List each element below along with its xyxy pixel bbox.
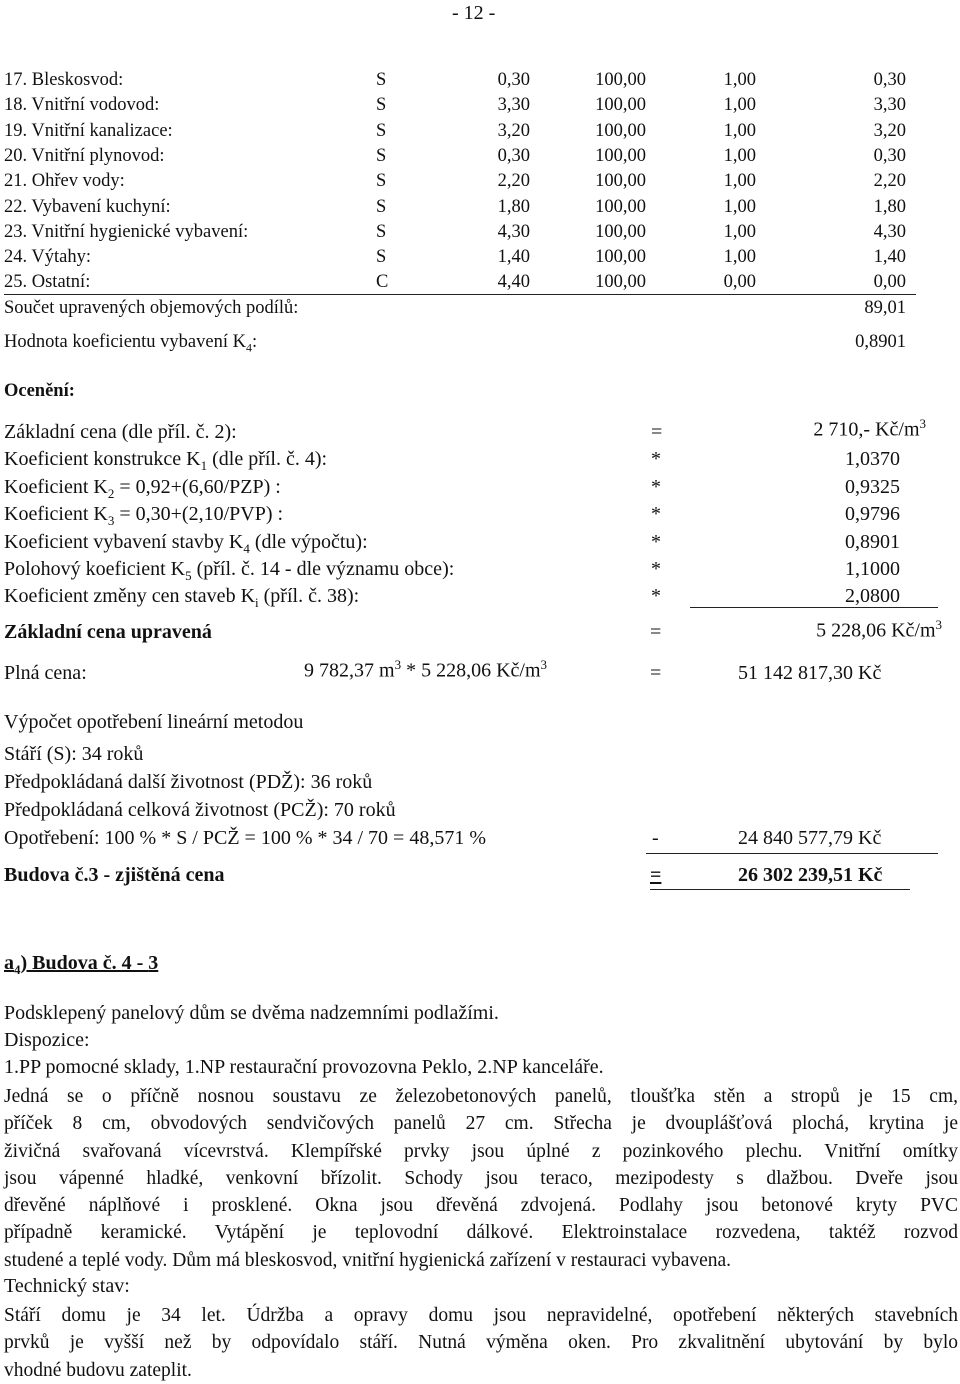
equipment-percent: 100,00 bbox=[595, 196, 646, 217]
result-value: 26 302 239,51 Kč bbox=[738, 864, 883, 886]
valuation-label-text: Koeficient změny cen staveb K bbox=[4, 585, 256, 608]
equipment-percent: 100,00 bbox=[595, 221, 646, 242]
valuation-heading: Ocenění: bbox=[4, 381, 75, 401]
equipment-type: S bbox=[376, 171, 387, 192]
equipment-share: 0,30 bbox=[497, 70, 530, 90]
divider bbox=[4, 294, 916, 295]
equipment-coefficient: 1,00 bbox=[723, 196, 756, 217]
valuation-label-text: Základní cena (dle příl. č. 2): bbox=[4, 421, 237, 443]
valuation-label-suffix: (příl. č. 38): bbox=[258, 585, 360, 608]
divider bbox=[690, 607, 938, 608]
depreciation-remaining: Předpokládaná další životnost (PDŽ): 36 roků bbox=[4, 771, 373, 793]
valuation-operator: * bbox=[651, 503, 661, 526]
valuation-operator: = bbox=[651, 421, 663, 443]
equipment-coefficient: 1,00 bbox=[723, 95, 756, 116]
equipment-adjusted: 3,30 bbox=[873, 95, 906, 116]
valuation-value-text: 0,8901 bbox=[845, 530, 900, 553]
valuation-operator: * bbox=[651, 475, 661, 498]
equipment-name: 25. Ostatní: bbox=[4, 272, 91, 293]
equipment-adjusted: 1,40 bbox=[873, 247, 906, 268]
equipment-coefficient: 1,00 bbox=[723, 247, 756, 268]
equipment-adjusted: 0,00 bbox=[873, 272, 906, 293]
equipment-percent: 100,00 bbox=[595, 70, 646, 90]
valuation-label-text: Koeficient konstrukce K bbox=[4, 448, 201, 471]
valuation-label-subscript: 5 bbox=[185, 568, 192, 583]
equipment-share: 0,30 bbox=[497, 145, 530, 166]
valuation-label-suffix: = 0,92+(6,60/PZP) : bbox=[114, 475, 281, 498]
sum-label: Součet upravených objemových podílů: bbox=[4, 298, 299, 318]
technical-state-paragraph bbox=[4, 1302, 958, 1384]
depreciation-total: Předpokládaná celková životnost (PCŽ): 70 roků bbox=[4, 799, 396, 821]
depreciation-age: Stáří (S): 34 roků bbox=[4, 743, 144, 765]
valuation-operator: * bbox=[651, 448, 661, 471]
valuation-label-suffix: = 0,30+(2,10/PVP) : bbox=[114, 503, 284, 526]
equipment-share: 1,40 bbox=[497, 247, 530, 268]
paragraph-line: příček 8 cm, obvodových sendvičových panelů 27 cm. Střecha je dvouplášťová plochá, krytina je bbox=[4, 1113, 958, 1135]
valuation-label-subscript: 2 bbox=[107, 485, 115, 501]
valuation-label-text: Koeficient vybavení stavby K bbox=[4, 530, 244, 553]
equipment-type: S bbox=[376, 95, 387, 116]
depreciation-wear: Opotřebení: 100 % * S / PCŽ = 100 % * 34 / 70 = 48,571 % bbox=[4, 827, 486, 849]
dispozice-label: Dispozice: bbox=[4, 1029, 90, 1051]
equipment-percent: 100,00 bbox=[595, 272, 646, 293]
valuation-value-text: 0,9796 bbox=[845, 503, 900, 526]
equipment-percent: 100,00 bbox=[595, 171, 646, 192]
equipment-share: 4,40 bbox=[497, 272, 530, 293]
valuation-value-text: 1,1000 bbox=[845, 558, 900, 580]
equipment-name: 18. Vnitřní vodovod: bbox=[4, 95, 160, 116]
equipment-share: 4,30 bbox=[497, 221, 530, 242]
valuation-label bbox=[4, 585, 359, 611]
equipment-coefficient: 1,00 bbox=[723, 145, 756, 166]
equipment-name: 22. Vybavení kuchyní: bbox=[4, 196, 171, 217]
paragraph-line: živičná svařovaná vícevrstvá. Klempířské prvky jsou úplné z pozinkového plechu. Vnitřní omítky bbox=[4, 1140, 958, 1162]
valuation-label-suffix: (příl. č. 14 - dle významu obce): bbox=[191, 558, 455, 580]
valuation-value-text: 2 710,- Kč/m bbox=[813, 418, 920, 441]
valuation-label-subscript: 3 bbox=[107, 513, 115, 529]
equipment-adjusted: 3,20 bbox=[873, 120, 906, 141]
paragraph-line: dřevěné náplňové i prosklené. Okna jsou dřevěná zdvojená. Podlahy jsou betonové kryty PVC bbox=[4, 1195, 958, 1217]
equipment-type: S bbox=[376, 196, 387, 217]
valuation-value bbox=[813, 416, 926, 442]
equipment-percent: 100,00 bbox=[595, 145, 646, 166]
equipment-name: 21. Ohřev vody: bbox=[4, 171, 125, 192]
equipment-coefficient: 1,00 bbox=[723, 171, 756, 192]
result-underline bbox=[650, 889, 910, 890]
valuation-label bbox=[4, 531, 368, 557]
valuation-value bbox=[845, 585, 900, 608]
equipment-type: S bbox=[376, 70, 387, 90]
adjusted-price-value: 5 228,06 $Kč/m^3$ bbox=[816, 617, 942, 642]
dispozice-text: 1.PP pomocné sklady, 1.NP restaurační provozovna Peklo, 2.NP kanceláře. bbox=[4, 1056, 604, 1078]
equipment-type: S bbox=[376, 120, 387, 141]
valuation-label bbox=[4, 558, 454, 584]
valuation-value bbox=[845, 503, 900, 526]
full-price-calculation: 9 782,37 $m^3 * 5$ 228,06 $Kč/m^3$ bbox=[304, 657, 547, 682]
equipment-type: C bbox=[376, 272, 389, 293]
equipment-percent: 100,00 bbox=[595, 247, 646, 268]
result-operator: = bbox=[650, 864, 662, 886]
depreciation-title: Výpočet opotřebení lineární metodou bbox=[4, 711, 304, 733]
valuation-value-text: 1,0370 bbox=[845, 448, 900, 471]
valuation-label-subscript: i bbox=[255, 595, 259, 611]
paragraph-line: vhodné budovu zateplit. bbox=[4, 1359, 192, 1381]
equipment-name: 20. Vnitřní plynovod: bbox=[4, 145, 165, 166]
valuation-label bbox=[4, 448, 327, 474]
equipment-adjusted: 0,30 bbox=[873, 145, 906, 166]
equipment-share: 1,80 bbox=[497, 196, 530, 217]
divider bbox=[646, 853, 938, 854]
equipment-adjusted: 4,30 bbox=[873, 221, 906, 242]
equipment-coefficient: 1,00 bbox=[723, 221, 756, 242]
valuation-label-subscript: 4 bbox=[243, 540, 250, 556]
equipment-type: S bbox=[376, 221, 387, 242]
sum-value: 89,01 bbox=[864, 298, 906, 318]
valuation-label-text: Polohový koeficient K bbox=[4, 558, 186, 580]
equipment-name: 19. Vnitřní kanalizace: bbox=[4, 120, 173, 141]
valuation-label-text: Koeficient K bbox=[4, 503, 108, 526]
equipment-adjusted: 2,20 bbox=[873, 171, 906, 192]
paragraph-line: případně keramické. Vytápění je teplovodní dálkové. Elektroinstalace rozvedena, taktéž rozvod bbox=[4, 1222, 958, 1244]
equipment-adjusted: 0,30 bbox=[873, 70, 906, 90]
valuation-label bbox=[4, 421, 237, 444]
full-price-value: 51 142 817,30 Kč bbox=[738, 662, 882, 684]
valuation-operator: * bbox=[651, 585, 661, 608]
equipment-type: S bbox=[376, 145, 387, 166]
valuation-value-text: 0,9325 bbox=[845, 475, 900, 498]
technical-state-label: Technický stav: bbox=[4, 1275, 130, 1297]
equipment-adjusted: 1,80 bbox=[873, 196, 906, 217]
valuation-value bbox=[845, 448, 900, 471]
equipment-type: S bbox=[376, 247, 387, 268]
equipment-coefficient: 1,00 bbox=[723, 70, 756, 90]
result-label: Budova č.3 - zjištěná cena bbox=[4, 864, 225, 886]
coefficient-value: 0,8901 bbox=[855, 332, 906, 352]
adjusted-price-label: Základní cena upravená bbox=[4, 621, 212, 643]
description-paragraph bbox=[4, 1083, 958, 1274]
valuation-label bbox=[4, 476, 281, 502]
valuation-value bbox=[845, 558, 900, 581]
full-price-operator: = bbox=[650, 662, 662, 684]
paragraph-line: prvků je vyšší než by odpovídalo stáří. Nutná výměna oken. Pro zkvalitnění ubytování by bylo bbox=[4, 1332, 958, 1354]
valuation-value-text: 2,0800 bbox=[845, 585, 900, 608]
paragraph-line: Jedná se o příčně nosnou soustavu ze železobetonových panelů, tloušťka stěn a stropů je 15 cm, bbox=[4, 1086, 958, 1107]
valuation-label-suffix: (dle výpočtu): bbox=[249, 530, 368, 553]
adjusted-price-operator: = bbox=[650, 621, 662, 643]
section-heading: $a_4$) Budova č. 4 - 3 bbox=[4, 952, 159, 977]
valuation-value bbox=[845, 476, 900, 499]
page-number: - 12 - bbox=[452, 2, 496, 24]
equipment-share: 3,20 bbox=[497, 120, 530, 141]
valuation-value-superscript: 3 bbox=[919, 416, 926, 431]
coefficient-label: Hodnota koeficientu vybavení $K_4$: bbox=[4, 332, 258, 355]
equipment-coefficient: 1,00 bbox=[723, 120, 756, 141]
equipment-name: 24. Výtahy: bbox=[4, 247, 92, 268]
equipment-percent: 100,00 bbox=[595, 95, 646, 116]
equipment-name: 23. Vnitřní hygienické vybavení: bbox=[4, 221, 249, 242]
depreciation-operator: - bbox=[652, 827, 659, 849]
full-price-label: Plná cena: bbox=[4, 662, 87, 684]
equipment-coefficient: 0,00 bbox=[723, 272, 756, 293]
equipment-share: 3,30 bbox=[497, 95, 530, 116]
valuation-label-suffix: (dle příl. č. 4): bbox=[207, 448, 328, 471]
description-intro: Podsklepený panelový dům se dvěma nadzemními podlažími. bbox=[4, 1002, 499, 1024]
valuation-operator: * bbox=[651, 530, 661, 553]
valuation-label-text: Koeficient K bbox=[4, 475, 108, 498]
equipment-name: 17. Bleskosvod: bbox=[4, 70, 124, 90]
depreciation-value: 24 840 577,79 Kč bbox=[738, 827, 882, 849]
paragraph-line: Stáří domu je 34 let. Údržba a opravy domu jsou nepravidelné, opotřebení některých stavebních bbox=[4, 1305, 958, 1326]
valuation-label bbox=[4, 503, 283, 529]
valuation-label-subscript: 1 bbox=[200, 458, 208, 474]
equipment-percent: 100,00 bbox=[595, 120, 646, 141]
valuation-value bbox=[845, 531, 900, 554]
equipment-share: 2,20 bbox=[497, 171, 530, 192]
paragraph-line: studené a teplé vody. Dům má bleskosvod, vnitřní hygienická zařízení v restauraci vybavena. bbox=[4, 1249, 732, 1271]
paragraph-line: jsou vápenné hladké, venkovní břízolit. Schody jsou teraco, mezipodesty s dlažbou. Dveře jsou bbox=[4, 1167, 958, 1189]
valuation-operator: * bbox=[651, 558, 661, 580]
